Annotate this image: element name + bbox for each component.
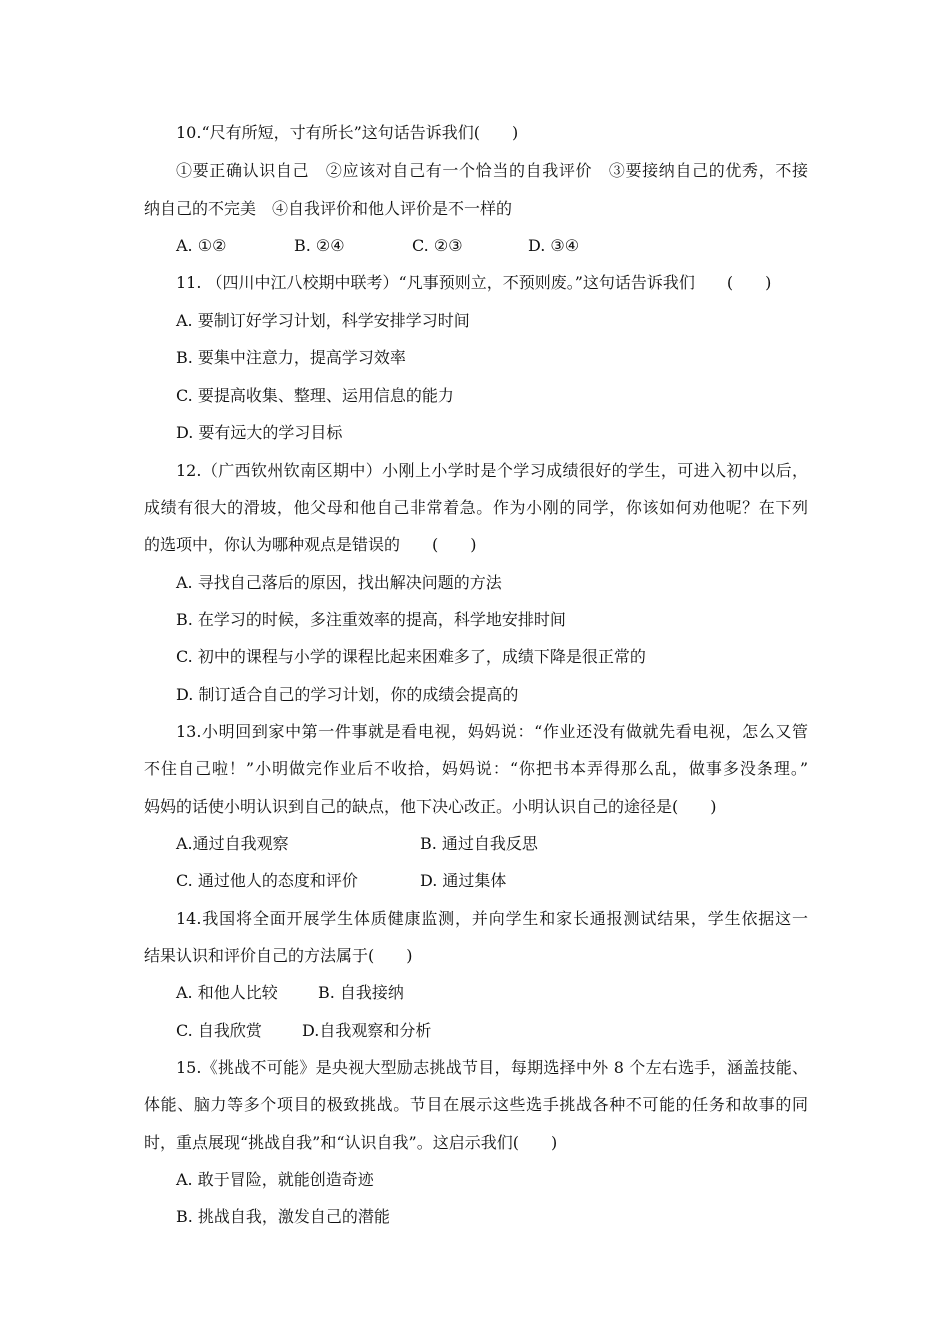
- question-11-option-b: B. 要集中注意力，提高学习效率: [176, 348, 406, 367]
- question-15-stem-line-3: 时，重点展现“挑战自我”和“认识自我”。这启示我们( ): [144, 1133, 558, 1152]
- question-14-stem-line-1: 14.我国将全面开展学生体质健康监测，并向学生和家长通报测试结果，学生依据这一: [176, 909, 808, 928]
- question-13-option-d: D. 通过集体: [420, 871, 507, 890]
- question-13-option-c: C. 通过他人的态度和评价: [176, 871, 358, 890]
- question-14-options-row-2: [176, 1020, 796, 1042]
- question-10-option-d: D. ③④: [528, 236, 580, 255]
- question-10-statement-line-2: 纳自己的不完美 ④自我评价和他人评价是不一样的: [144, 199, 513, 218]
- question-11-stem: 11. （四川中江八校期中联考）“凡事预则立，不预则废。”这句话告诉我们 ( ): [176, 273, 772, 292]
- question-14-stem-line-2: 结果认识和评价自己的方法属于( ): [144, 946, 413, 965]
- question-15-option-b: B. 挑战自我，激发自己的潜能: [176, 1207, 390, 1226]
- question-12-option-c: C. 初中的课程与小学的课程比起来困难多了，成绩下降是很正常的: [176, 647, 646, 666]
- question-15-stem-line-2: 体能、脑力等多个项目的极致挑战。节目在展示这些选手挑战各种不可能的任务和故事的同: [144, 1095, 808, 1114]
- question-15-option-a: A. 敢于冒险，就能创造奇迹: [176, 1170, 374, 1189]
- question-13-stem-line-3: 妈妈的话使小明认识到自己的缺点，他下决心改正。小明认识自己的途径是( ): [144, 797, 717, 816]
- question-10-stem: 10.“尺有所短，寸有所长”这句话告诉我们( ): [176, 123, 519, 142]
- question-10-statement-line-1: ①要正确认识自己 ②应该对自己有一个恰当的自我评价 ③要接纳自己的优秀，不接: [176, 161, 808, 180]
- question-13-stem-line-1: 13.小明回到家中第一件事就是看电视，妈妈说：“作业还没有做就先看电视，怎么又管: [176, 722, 808, 741]
- question-14-option-b: B. 自我接纳: [318, 983, 404, 1002]
- question-14-options-row-1: [176, 982, 796, 1004]
- question-12-option-b: B. 在学习的时候，多注重效率的提高，科学地安排时间: [176, 610, 566, 629]
- question-12-stem-line-1: 12.（广西钦州钦南区期中）小刚上小学时是个学习成绩很好的学生，可进入初中以后，: [176, 461, 808, 480]
- question-11-option-d: D. 要有远大的学习目标: [176, 423, 343, 442]
- question-12-option-d: D. 制订适合自己的学习计划，你的成绩会提高的: [176, 685, 519, 704]
- question-14-option-c: C. 自我欣赏: [176, 1021, 262, 1040]
- question-13-option-a: A.通过自我观察: [176, 834, 289, 853]
- question-14-option-d: D.自我观察和分析: [302, 1021, 432, 1040]
- question-13-options-row-2: [176, 870, 796, 892]
- question-10-option-a: A. ①②: [176, 236, 227, 255]
- question-12-option-a: A. 寻找自己落后的原因，找出解决问题的方法: [176, 573, 502, 592]
- question-13-options-row-1: [176, 833, 796, 855]
- question-11-option-a: A. 要制订好学习计划，科学安排学习时间: [176, 311, 470, 330]
- question-13-option-b: B. 通过自我反思: [420, 834, 538, 853]
- question-14-option-a: A. 和他人比较: [176, 983, 278, 1002]
- question-12-stem-line-3: 的选项中，你认为哪种观点是错误的 ( ): [144, 535, 477, 554]
- question-11-option-c: C. 要提高收集、整理、运用信息的能力: [176, 386, 454, 405]
- question-15-stem-line-1: 15.《挑战不可能》是央视大型励志挑战节目，每期选择中外 8 个左右选手，涵盖技能、: [176, 1058, 808, 1077]
- question-13-stem-line-2: 不住自己啦！”小明做完作业后不收拾，妈妈说：“你把书本弄得那么乱，做事多没条理。”: [144, 759, 808, 778]
- question-10-option-c: C. ②③: [412, 236, 463, 255]
- question-10-options: [176, 235, 796, 257]
- question-10-option-b: B. ②④: [294, 236, 345, 255]
- question-12-stem-line-2: 成绩有很大的滑坡，他父母和他自己非常着急。作为小刚的同学，你该如何劝他呢？在下列: [144, 498, 808, 517]
